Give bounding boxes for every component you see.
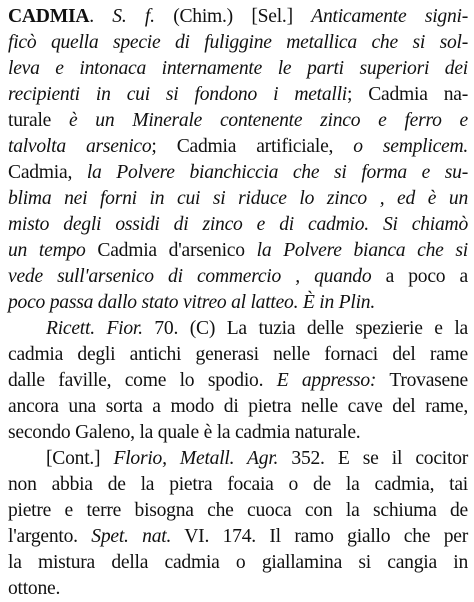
entry-line-3: leva e intonaca internamente le parti superiori dei	[8, 58, 468, 79]
entry-line-8: blima nei forni in cui si riduce lo zinco , ed è un	[8, 188, 468, 209]
entry-line-15: dalle faville, come lo spodio. E appresso: Trovasene	[8, 370, 468, 391]
entry-line-12: poco passa dallo stato vitreo al latteo. È in Plin.	[8, 292, 375, 313]
entry-line-2: ficò quella specie di fuliggine metallica che si sol-	[8, 32, 468, 53]
entry-line-10: un tempo Cadmia d'arsenico la Polvere bianca che si	[8, 240, 468, 261]
entry-line-14: cadmia degli antichi generasi nelle fornaci del rame	[8, 344, 468, 365]
entry-line-19: non abbia de la pietra focaia o de la cadmia, tai	[8, 474, 468, 495]
entry-line-20: pietre e terre bisogna che cuoca con la schiuma de	[8, 500, 468, 521]
headword: CADMIA	[8, 6, 90, 27]
entry-line-17: secondo Galeno, la quale è la cadmia naturale.	[8, 422, 361, 443]
entry-line-21: l'argento. Spet. nat. VI. 174. Il ramo giallo che per	[8, 526, 468, 547]
entry-line-13: Ricett. Fior. 70. (C) La tuzia delle spezierie e la	[46, 318, 468, 339]
entry-line-4: recipienti in cui si fondono i metalli; Cadmia na-	[8, 84, 468, 105]
entry-line-16: ancora una sorta a modo di pietra nelle cave del rame,	[8, 396, 468, 417]
entry-line-18: [Cont.] Florio, Metall. Agr. 352. E se il cocitor	[46, 448, 469, 469]
definition-text: Anticamente signi-	[311, 6, 468, 27]
entry-line-1: CADMIA. S. f. (Chim.) [Sel.] Anticamente signi-	[8, 6, 468, 27]
entry-line-5: turale è un Minerale contenente zinco e ferro e	[8, 110, 468, 131]
entry-line-7: Cadmia, la Polvere bianchiccia che si forma e su-	[8, 162, 468, 183]
entry-line-11: vede sull'arsenico di commercio , quando a poco a	[8, 266, 469, 287]
entry-line-6: talvolta arsenico; Cadmia artificiale, o semplicem.	[8, 136, 469, 157]
entry-line-22: la mistura della cadmia o giallamina si cangia in	[8, 552, 468, 573]
grammar-label: S. f.	[112, 6, 155, 27]
citation-source: Ricett. Fior.	[46, 318, 143, 339]
citation-source: Spet. nat.	[91, 526, 172, 547]
domain-tags: (Chim.) [Sel.]	[173, 6, 293, 27]
entry-line-23: ottone.	[8, 578, 61, 599]
entry-line-9: misto degli ossidi di zinco e di cadmio. Si chiamò	[8, 214, 468, 235]
citation-source: Florio, Metall. Agr.	[113, 448, 279, 469]
citation-link: È in Plin.	[302, 292, 375, 313]
